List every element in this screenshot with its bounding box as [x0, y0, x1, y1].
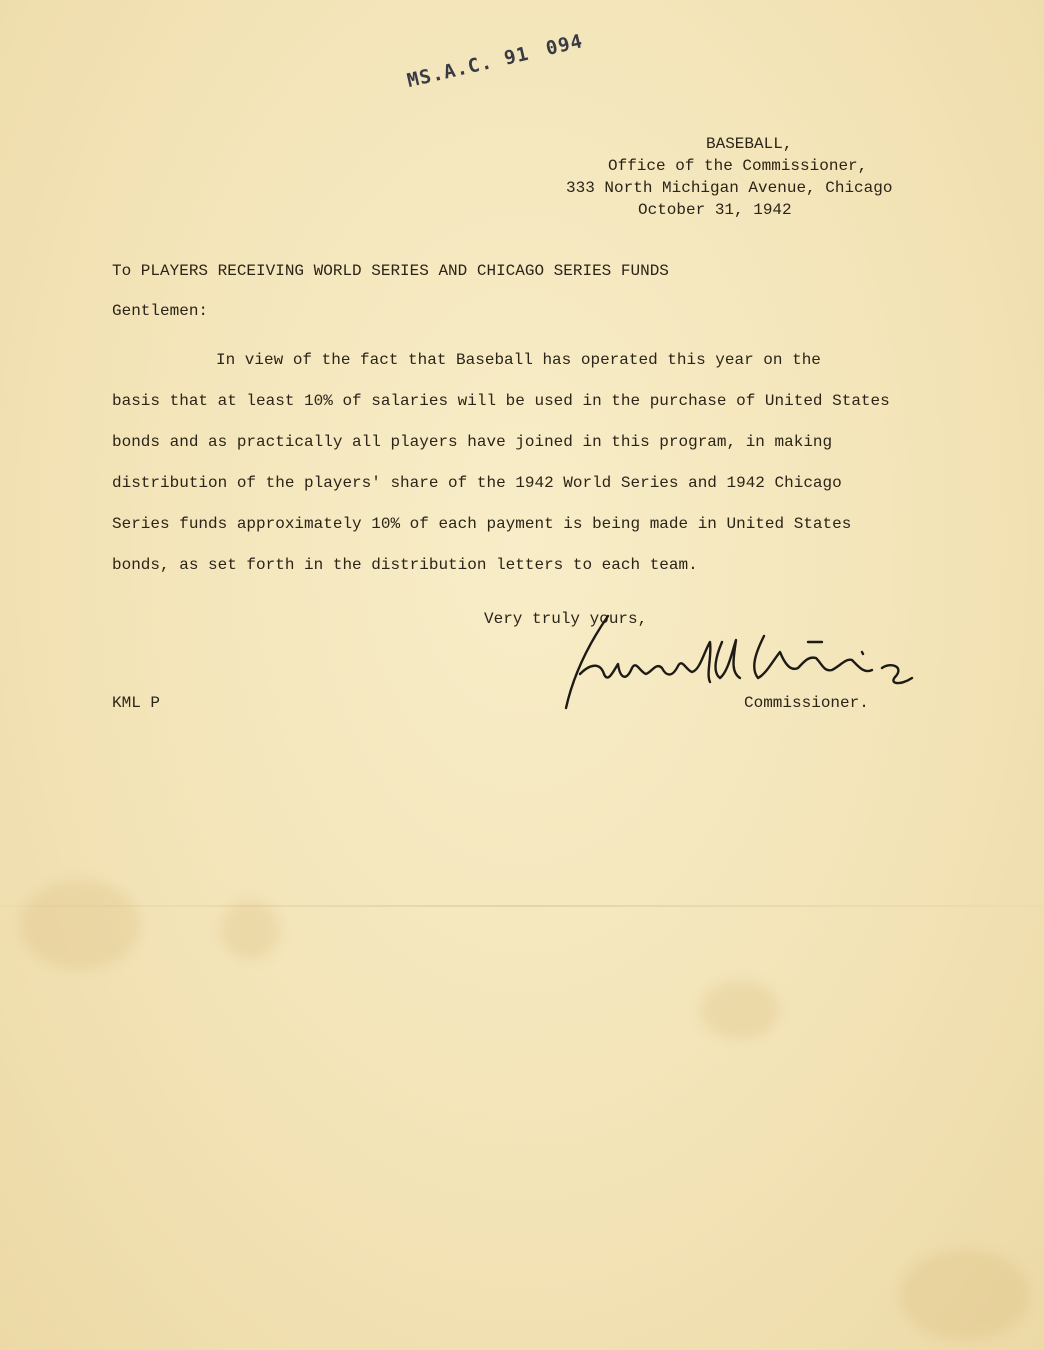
paper-stain: [220, 900, 280, 960]
paper-stain: [900, 1250, 1030, 1340]
letterhead-organization: BASEBALL,: [706, 135, 793, 153]
letterhead-address: 333 North Michigan Avenue, Chicago: [566, 179, 893, 197]
body-line: bonds and as practically all players have joined in this program, in making: [112, 433, 833, 451]
body-line: bonds, as set forth in the distribution letters to each team.: [112, 556, 698, 574]
body-line: distribution of the players' share of the 1942 World Series and 1942 Chicago: [112, 474, 842, 492]
body-line: Series funds approximately 10% of each payment is being made in United States: [112, 515, 852, 533]
paper-stain: [700, 980, 780, 1040]
archive-stamp-part1: MS.A.C. 91: [405, 42, 532, 92]
salutation: Gentlemen:: [112, 302, 209, 320]
body-line: basis that at least 10% of salaries will be used in the purchase of United States: [112, 392, 890, 410]
signer-title: Commissioner.: [744, 694, 869, 712]
letterhead: [566, 133, 966, 221]
paper-fold: [0, 905, 1044, 907]
letterhead-office: Office of the Commissioner,: [608, 157, 868, 175]
body-line: In view of the fact that Baseball has operated this year on the: [216, 351, 821, 369]
archive-stamp: [405, 30, 585, 92]
paper-stain: [20, 880, 140, 970]
letter-body: [112, 340, 972, 586]
typist-initials: KML P: [112, 694, 161, 712]
closing: Very truly yours,: [484, 610, 648, 628]
archive-stamp-part2: 094: [543, 30, 586, 60]
letter-date: October 31, 1942: [638, 201, 792, 219]
addressee-line: To PLAYERS RECEIVING WORLD SERIES AND CHICAGO SERIES FUNDS: [112, 262, 669, 280]
